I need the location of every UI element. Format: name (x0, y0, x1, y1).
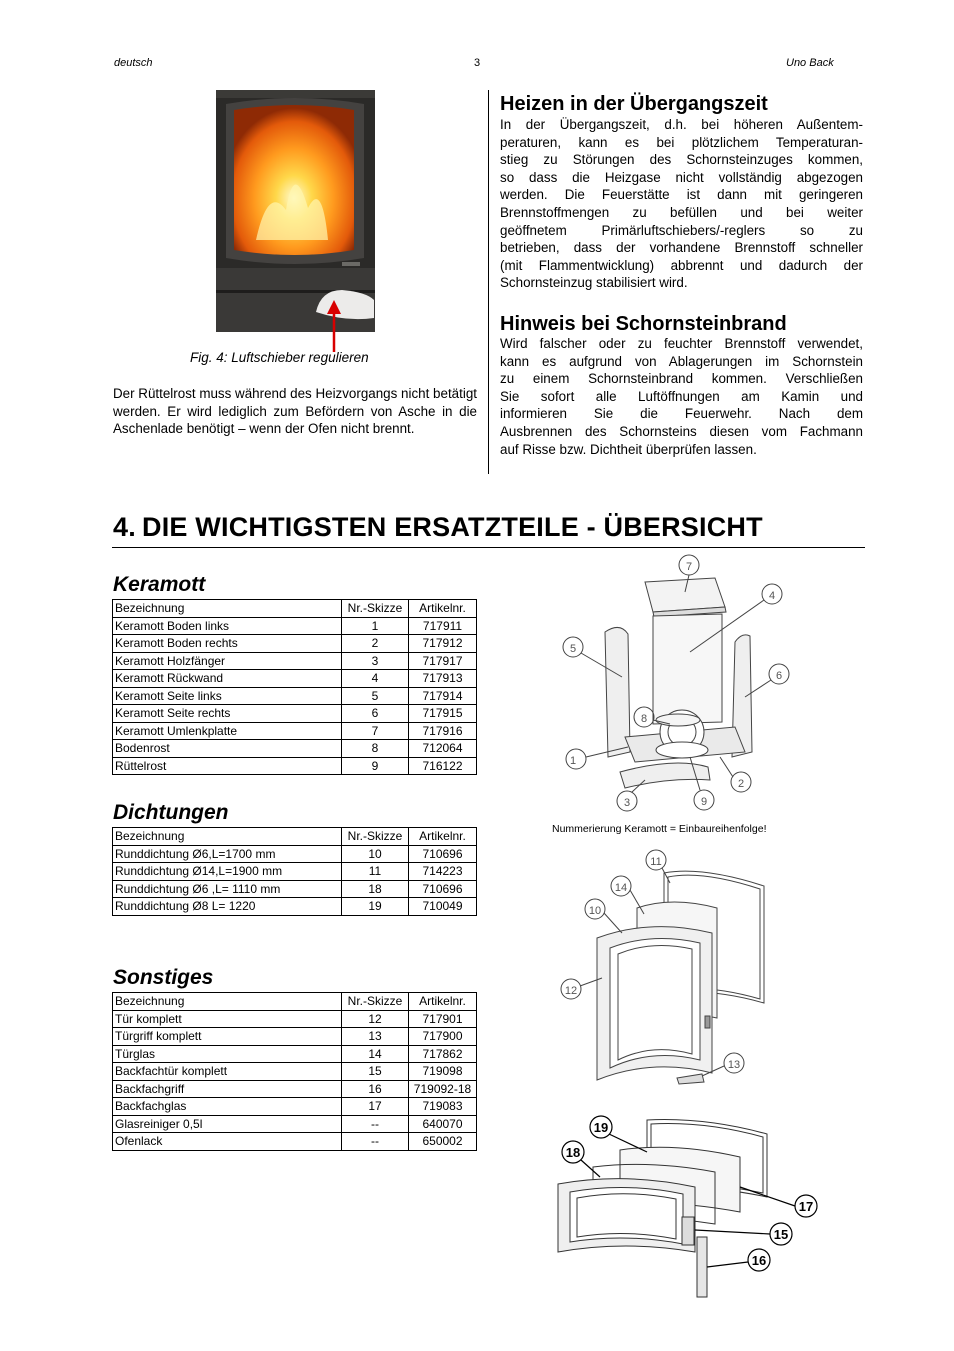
text-line: geöffnetem Primärluftschiebers/-reglers so zu (500, 222, 863, 238)
text-line: kann es aufgrund von Ablagerungen im Schornstein (500, 353, 863, 369)
article-number-cell: 710696 (409, 880, 477, 898)
sketch-number-cell: 13 (342, 1028, 409, 1046)
table-row (113, 1133, 477, 1151)
article-number-cell: 716122 (409, 757, 477, 775)
text-line: Schornsteinzug stabilisiert wird. (500, 275, 688, 291)
sketch-number-cell: 6 (342, 705, 409, 723)
text-line: zu einem Schornsteinbrand kommen. Verschließen (500, 371, 863, 387)
text-line: auf Risse bzw. Dichtheit überprüfen lassen. (500, 441, 757, 457)
table-row (113, 845, 477, 863)
part-name-cell: Glasreiniger 0,5l (113, 1115, 342, 1133)
article-number-cell: 650002 (409, 1133, 477, 1151)
table-row (113, 757, 477, 775)
article-number-cell: 717914 (409, 687, 477, 705)
text-line: In der Übergangszeit, d.h. bei höheren Außentem- (500, 117, 863, 132)
part-name-cell: Runddichtung Ø6 ,L= 1110 mm (113, 880, 342, 898)
sketch-number-cell: 12 (342, 1010, 409, 1028)
callout-14: 14 (614, 882, 628, 894)
part-name-cell: Ofenlack (113, 1133, 342, 1151)
part-name-cell: Keramott Umlenkplatte (113, 722, 342, 740)
parts-table-dichtungen (112, 827, 477, 916)
article-number-cell: 717917 (409, 652, 477, 670)
callout-10: 10 (588, 905, 602, 917)
part-name-cell: Keramott Boden rechts (113, 635, 342, 653)
section-body-uebergangszeit (500, 116, 863, 292)
part-name-cell: Türglas (113, 1045, 342, 1063)
header-cell: Bezeichnung (113, 828, 342, 846)
article-number-cell: 717901 (409, 1010, 477, 1028)
stove-photo (216, 90, 375, 332)
table-row (113, 617, 477, 635)
keramott-exploded-diagram (550, 552, 800, 814)
callout-1: 1 (569, 755, 577, 767)
chapter-number: 4. (113, 512, 136, 542)
column-divider (488, 90, 489, 474)
table-row (113, 880, 477, 898)
article-number-cell: 710696 (409, 845, 477, 863)
article-number-cell: 717862 (409, 1045, 477, 1063)
article-number-cell: 710049 (409, 898, 477, 916)
part-name-cell: Keramott Seite rechts (113, 705, 342, 723)
callout-12: 12 (564, 985, 578, 997)
sketch-number-cell: 17 (342, 1098, 409, 1116)
part-name-cell: Rüttelrost (113, 757, 342, 775)
article-number-cell: 712064 (409, 740, 477, 758)
text-line: betrieben, dass der vorhandene Brennstoff schneller (500, 240, 863, 256)
sketch-number-cell: 14 (342, 1045, 409, 1063)
section-body-schornsteinbrand (500, 335, 863, 458)
part-name-cell: Runddichtung Ø8 L= 1220 (113, 898, 342, 916)
text-line: stieg zu Störungen des Schornsteinzuges kommen, (500, 152, 863, 168)
table-row (113, 1045, 477, 1063)
part-name-cell: Backfachtür komplett (113, 1063, 342, 1081)
part-name-cell: Backfachglas (113, 1098, 342, 1116)
part-name-cell: Keramott Seite links (113, 687, 342, 705)
part-name-cell: Bodenrost (113, 740, 342, 758)
figure-caption: Fig. 4: Luftschieber regulieren (190, 350, 369, 365)
header-cell: Bezeichnung (113, 600, 342, 618)
diagram-note: Nummerierung Keramott = Einbaureihenfolge! (552, 823, 767, 835)
table-row (113, 652, 477, 670)
table-row (113, 687, 477, 705)
door-exploded-diagram (552, 848, 782, 1090)
article-number-cell: 714223 (409, 863, 477, 881)
part-name-cell: Runddichtung Ø14,L=1900 mm (113, 863, 342, 881)
part-name-cell: Runddichtung Ø6,L=1700 mm (113, 845, 342, 863)
callout-18: 18 (565, 1145, 581, 1160)
callout-11: 11 (650, 856, 662, 868)
article-number-cell: 717913 (409, 670, 477, 688)
text-line: Brennstoffmengen zu befüllen und bei weiter (500, 204, 863, 220)
table-row (113, 635, 477, 653)
table-row (113, 740, 477, 758)
callout-19: 19 (593, 1120, 609, 1135)
text-line: Ausbrennen des Schornsteins diesen vom Fachmann (500, 423, 863, 439)
part-name-cell: Türgriff komplett (113, 1028, 342, 1046)
sketch-number-cell: 3 (342, 652, 409, 670)
sketch-number-cell: 19 (342, 898, 409, 916)
section-title-schornsteinbrand: Hinweis bei Schornsteinbrand (500, 313, 787, 335)
callout-17: 17 (798, 1199, 814, 1214)
sketch-number-cell: 18 (342, 880, 409, 898)
callout-13: 13 (727, 1059, 741, 1071)
callout-7: 7 (685, 561, 693, 573)
header-cell: Artikelnr. (409, 993, 477, 1011)
table-header-row (113, 828, 477, 846)
header-cell: Artikelnr. (409, 828, 477, 846)
table-row (113, 705, 477, 723)
table-title-dichtungen: Dichtungen (113, 801, 229, 824)
sketch-number-cell: 15 (342, 1063, 409, 1081)
chapter-rule (112, 547, 865, 548)
header-language: deutsch (114, 57, 153, 69)
header-cell: Nr.-Skizze (342, 993, 409, 1011)
article-number-cell: 717915 (409, 705, 477, 723)
text-line: (mit Flammentwicklung) abbrennt und dadurch der (500, 257, 863, 273)
sketch-number-cell: 16 (342, 1080, 409, 1098)
chapter-title: DIE WICHTIGSTEN ERSATZTEILE - ÜBERSICHT (142, 512, 763, 542)
article-number-cell: 640070 (409, 1115, 477, 1133)
callout-3: 3 (623, 797, 631, 809)
header-cell: Nr.-Skizze (342, 600, 409, 618)
article-number-cell: 719098 (409, 1063, 477, 1081)
table-row (113, 898, 477, 916)
header-product: Uno Back (786, 57, 834, 69)
table-title-keramott: Keramott (113, 573, 206, 596)
sketch-number-cell: 7 (342, 722, 409, 740)
article-number-cell: 717900 (409, 1028, 477, 1046)
sketch-number-cell: 4 (342, 670, 409, 688)
article-number-cell: 717911 (409, 617, 477, 635)
sketch-number-cell: 5 (342, 687, 409, 705)
table-row (113, 1115, 477, 1133)
part-name-cell: Backfachgriff (113, 1080, 342, 1098)
text-line: peraturen, kann es bei plötzlichem Temperaturan- (500, 134, 863, 150)
sketch-number-cell: -- (342, 1133, 409, 1151)
parts-table-sonstiges (112, 992, 477, 1151)
text-line: Wird falscher oder zu feuchter Brennstoff verwendet, (500, 336, 863, 351)
callout-15: 15 (773, 1227, 789, 1242)
callout-6: 6 (775, 670, 783, 682)
text-line: werden. Die Feuerstätte ist dann mit geringeren (500, 187, 863, 203)
callout-16: 16 (751, 1253, 767, 1268)
section-title-uebergangszeit: Heizen in der Übergangszeit (500, 93, 768, 115)
header-cell: Bezeichnung (113, 993, 342, 1011)
sketch-number-cell: 10 (342, 845, 409, 863)
callout-4: 4 (768, 590, 776, 602)
callout-5: 5 (569, 643, 577, 655)
part-name-cell: Keramott Holzfänger (113, 652, 342, 670)
text-line: Sie sofort alle Luftöffnungen am Kamin und (500, 388, 863, 404)
callout-9: 9 (700, 796, 708, 808)
table-header-row (113, 993, 477, 1011)
article-number-cell: 717912 (409, 635, 477, 653)
table-row (113, 1080, 477, 1098)
table-row (113, 722, 477, 740)
header-cell: Nr.-Skizze (342, 828, 409, 846)
sketch-number-cell: -- (342, 1115, 409, 1133)
part-name-cell: Keramott Boden links (113, 617, 342, 635)
sketch-number-cell: 8 (342, 740, 409, 758)
table-row (113, 1010, 477, 1028)
text-line: so dass die Heizgase nicht vollständig abgezogen (500, 169, 863, 185)
table-row (113, 1098, 477, 1116)
callout-2: 2 (737, 778, 745, 790)
table-row (113, 863, 477, 881)
sketch-number-cell: 1 (342, 617, 409, 635)
header-cell: Artikelnr. (409, 600, 477, 618)
oven-door-exploded-diagram (555, 1112, 825, 1302)
sketch-number-cell: 2 (342, 635, 409, 653)
table-row (113, 1028, 477, 1046)
sketch-number-cell: 11 (342, 863, 409, 881)
article-number-cell: 719083 (409, 1098, 477, 1116)
parts-table-keramott (112, 599, 477, 775)
article-number-cell: 717916 (409, 722, 477, 740)
table-header-row (113, 600, 477, 618)
sketch-number-cell: 9 (342, 757, 409, 775)
page-number: 3 (474, 57, 481, 69)
part-name-cell: Keramott Rückwand (113, 670, 342, 688)
part-name-cell: Tür komplett (113, 1010, 342, 1028)
callout-8: 8 (640, 713, 648, 725)
table-title-sonstiges: Sonstiges (113, 966, 214, 989)
text-line: informieren Sie die Feuerwehr. Nach dem (500, 406, 863, 422)
table-row (113, 670, 477, 688)
table-row (113, 1063, 477, 1081)
article-number-cell: 719092-18 (409, 1080, 477, 1098)
left-paragraph: Der Rüttelrost muss während des Heizvorgangs nicht betätigt werden. Er wird lediglich zum Befördern von Asche in die Aschenlade benötigt – wenn der Ofen nicht brennt. (113, 386, 477, 437)
